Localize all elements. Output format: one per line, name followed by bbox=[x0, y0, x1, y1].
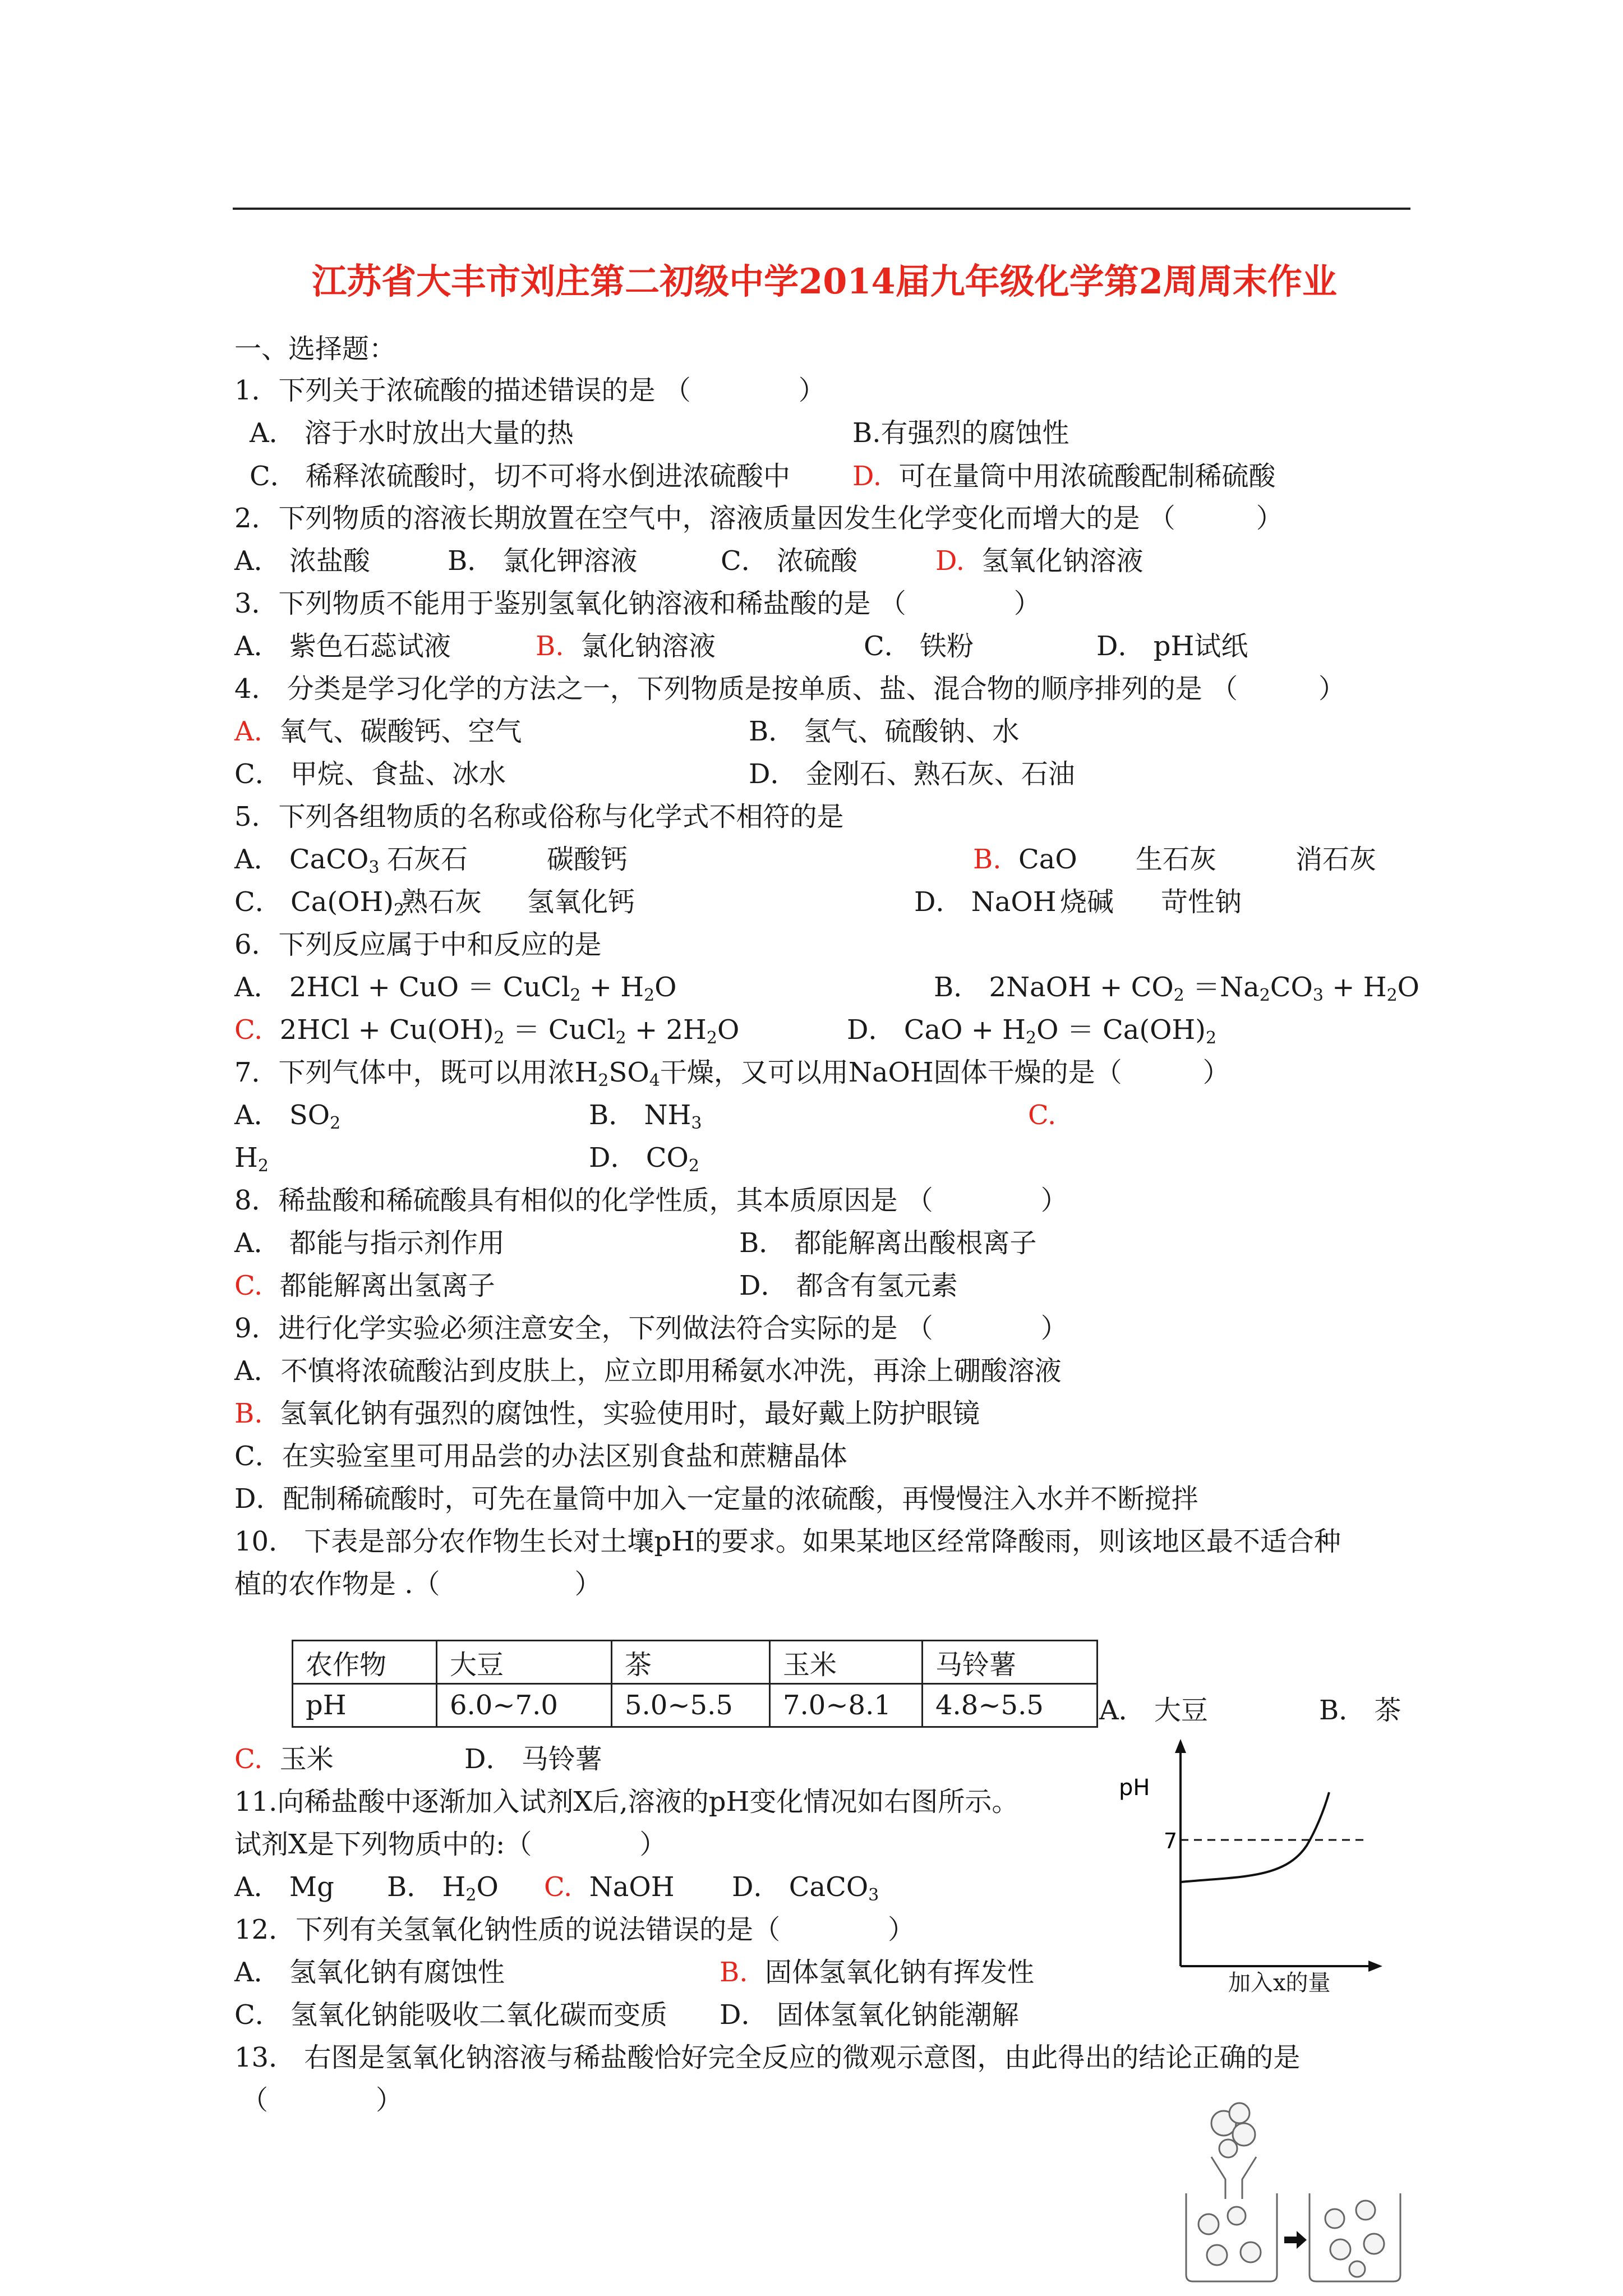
q2-option-b: B． 氯化钾溶液 bbox=[448, 545, 638, 577]
q7-option-a bbox=[234, 1099, 341, 1133]
ion-particle bbox=[1356, 2201, 1375, 2220]
question-4-stem: 4． 分类是学习化学的方法之一，下列物质是按单质、盐、混合物的顺序排列的是 （ ） bbox=[234, 673, 1346, 705]
ion-particle bbox=[1228, 2207, 1246, 2225]
header-rule bbox=[233, 208, 1410, 210]
q6-c-part: ＝ CuCl bbox=[504, 1014, 616, 1046]
q7-option-c bbox=[1028, 1099, 1057, 1131]
q3-option-c: C． 铁粉 bbox=[864, 631, 974, 662]
q10-option-a: A． 大豆 bbox=[1099, 1695, 1208, 1726]
q11-b-part: O bbox=[476, 1871, 499, 1903]
q5-d-name1: 烧碱 bbox=[1060, 886, 1114, 918]
answer-mark: C. bbox=[234, 1014, 263, 1046]
q6-option-c bbox=[234, 1016, 739, 1047]
q3-option-b bbox=[536, 633, 716, 660]
left-beaker bbox=[1186, 2193, 1277, 2281]
ion-particle bbox=[1364, 2234, 1384, 2254]
q9-option-c: C．在实验室里可用品尝的办法区别食盐和蔗糖晶体 bbox=[234, 1441, 847, 1472]
ion-particle bbox=[1241, 2242, 1261, 2262]
q5-c-name2: 氢氧化钙 bbox=[527, 886, 635, 918]
subscript: 2 bbox=[1386, 986, 1398, 1005]
ion-particle bbox=[1349, 2261, 1365, 2277]
subscript: 2 bbox=[330, 1114, 341, 1133]
q1-option-c: C． 稀释浓硫酸时，切不可将水倒进浓硫酸中 bbox=[250, 461, 790, 492]
page-title: 江苏省大丰市刘庄第二初级中学2014届九年级化学第2周周末作业 bbox=[312, 261, 1337, 302]
q12-option-b bbox=[720, 1959, 1034, 1986]
answer-mark: D. bbox=[935, 545, 965, 577]
q5-b-name2: 消石灰 bbox=[1295, 844, 1377, 875]
q3-option-a: A． 紫色石蕊试液 bbox=[234, 631, 451, 662]
x-axis-label: 加入x的量 bbox=[1228, 1970, 1331, 1996]
ion-particle bbox=[1198, 2214, 1219, 2234]
q5-option-c bbox=[234, 886, 405, 920]
q5-a-formula: A． CaCO bbox=[234, 844, 369, 875]
crop-ph-table bbox=[292, 1640, 1098, 1728]
q10-option-c-text: 玉米 bbox=[279, 1743, 334, 1775]
table-cell: 5.0~5.5 bbox=[612, 1684, 770, 1727]
q1-option-b: B.有强烈的腐蚀性 bbox=[852, 417, 1069, 449]
q2-option-d bbox=[935, 545, 1144, 577]
q4-option-b: B． 氢气、硫酸钠、水 bbox=[749, 716, 1020, 747]
subscript: 2 bbox=[598, 1071, 609, 1091]
q11-option-a: A． Mg bbox=[234, 1871, 334, 1903]
subscript: 2 bbox=[706, 1028, 717, 1048]
q11-option-d bbox=[732, 1871, 879, 1905]
subscript: 2 bbox=[1026, 1028, 1037, 1048]
question-11-stem: 11.向稀盐酸中逐渐加入试剂X后,溶液的pH变化情况如右图所示。 bbox=[234, 1786, 1019, 1818]
subscript: 2 bbox=[465, 1885, 477, 1905]
ph-curve bbox=[1181, 1792, 1329, 1882]
q6-option-d bbox=[847, 1016, 1216, 1047]
subscript: 4 bbox=[649, 1071, 660, 1091]
subscript: 2 bbox=[494, 1028, 505, 1048]
q6-option-a bbox=[234, 974, 677, 1004]
q9-option-a: A．不慎将浓硫酸沾到皮肤上，应立即用稀氨水冲洗，再涂上硼酸溶液 bbox=[234, 1355, 1062, 1387]
q6-b-part: B． 2NaOH + CO bbox=[934, 972, 1174, 1003]
q4-option-c: C． 甲烷、食盐、冰水 bbox=[234, 758, 506, 790]
q5-option-b bbox=[973, 846, 1077, 873]
table-cell: pH bbox=[293, 1684, 437, 1727]
question-10-stem: 10． 下表是部分农作物生长对土壤pH的要求。如果某地区经常降酸雨，则该地区最不适合种 bbox=[234, 1526, 1341, 1557]
table-cell: 马铃薯 bbox=[923, 1641, 1098, 1684]
q6-c-part: + 2H bbox=[626, 1014, 707, 1046]
table-cell: 玉米 bbox=[770, 1641, 923, 1684]
ion-particle bbox=[1219, 2139, 1237, 2157]
q7-b-text: B． NH bbox=[589, 1099, 691, 1131]
q6-a-part: + H bbox=[580, 972, 644, 1003]
q6-a-part: A． 2HCl + CuO ＝ CuCl bbox=[234, 972, 570, 1003]
q7-stem-part: 干燥，又可以用NaOH固体干燥的是（ ） bbox=[660, 1057, 1230, 1088]
q7-option-b bbox=[589, 1099, 702, 1133]
subscript: 3 bbox=[691, 1114, 702, 1133]
q12-option-b-text: 固体氢氧化钠有挥发性 bbox=[765, 1957, 1035, 1988]
subscript: 3 bbox=[1312, 986, 1324, 1005]
q6-a-part: O bbox=[654, 972, 677, 1003]
subscript: 3 bbox=[368, 858, 380, 877]
subscript: 3 bbox=[868, 1885, 879, 1905]
table-row bbox=[293, 1684, 1098, 1727]
q11-option-c bbox=[544, 1871, 675, 1903]
q2-option-d-text: 氢氧化钠溶液 bbox=[981, 545, 1144, 577]
answer-mark: B. bbox=[973, 844, 1002, 875]
q10-option-c bbox=[234, 1743, 334, 1775]
q7-d-text: D． CO bbox=[589, 1142, 689, 1174]
q12-option-a: A． 氢氧化钠有腐蚀性 bbox=[234, 1957, 505, 1988]
y-tick-7: 7 bbox=[1164, 1829, 1178, 1853]
question-5-stem: 5．下列各组物质的名称或俗称与化学式不相符的是 bbox=[234, 801, 844, 832]
q7-c-text: H bbox=[234, 1142, 258, 1174]
q5-b-formula: CaO bbox=[1018, 844, 1077, 875]
q7-option-d bbox=[589, 1144, 699, 1175]
q9-option-d: D．配制稀硫酸时，可先在量筒中加入一定量的浓硫酸，再慢慢注入水并不断搅拌 bbox=[234, 1483, 1198, 1515]
q6-c-part: O bbox=[717, 1014, 740, 1046]
q8-option-b: B． 都能解离出酸根离子 bbox=[739, 1227, 1037, 1259]
x-axis-arrow bbox=[1368, 1961, 1382, 1972]
q12-option-c: C． 氢氧化钠能吸收二氧化碳而变质 bbox=[234, 1999, 667, 2031]
question-13-stem-cont: （ ） bbox=[241, 2085, 403, 2116]
q4-option-d: D． 金刚石、熟石灰、石油 bbox=[749, 758, 1075, 790]
answer-mark: D. bbox=[852, 461, 882, 492]
q1-option-a: A． 溶于水时放出大量的热 bbox=[250, 417, 574, 449]
ion-particle bbox=[1229, 2103, 1249, 2123]
subscript: 2 bbox=[1259, 986, 1270, 1005]
q6-b-part: CO bbox=[1270, 972, 1313, 1003]
q8-option-d: D． 都含有氢元素 bbox=[739, 1270, 958, 1301]
question-6-stem: 6．下列反应属于中和反应的是 bbox=[234, 929, 602, 960]
subscript: 2 bbox=[644, 986, 655, 1005]
q6-b-part: + H bbox=[1323, 972, 1387, 1003]
section-heading: 一、选择题： bbox=[234, 333, 396, 365]
table-cell: 6.0~7.0 bbox=[437, 1684, 612, 1727]
q6-b-part: O bbox=[1397, 972, 1420, 1003]
q5-option-a bbox=[234, 846, 379, 876]
y-axis-label: pH bbox=[1119, 1775, 1150, 1801]
ion-particle bbox=[1233, 2123, 1255, 2146]
q7-a-text: A． SO bbox=[234, 1099, 330, 1131]
answer-mark: B. bbox=[536, 631, 564, 662]
subscript: 2 bbox=[1206, 1028, 1217, 1048]
q1-option-d-text: 可在量筒中用浓硫酸配制稀硫酸 bbox=[898, 461, 1276, 492]
table-cell: 大豆 bbox=[437, 1641, 612, 1684]
answer-mark: C. bbox=[234, 1270, 263, 1301]
table-cell: 7.0~8.1 bbox=[770, 1684, 923, 1727]
q7-stem-part: 7．下列气体中，既可以用浓H bbox=[234, 1057, 598, 1088]
q6-d-part: D． CaO + H bbox=[847, 1014, 1026, 1046]
subscript: 2 bbox=[570, 986, 581, 1005]
reaction-micro-diagram bbox=[1172, 2095, 1408, 2286]
q3-option-b-text: 氯化钠溶液 bbox=[581, 631, 716, 662]
y-axis-arrow bbox=[1175, 1739, 1186, 1753]
ion-particle bbox=[1207, 2245, 1227, 2265]
q6-d-part: O ＝ Ca(OH) bbox=[1036, 1014, 1206, 1046]
answer-mark: C. bbox=[234, 1743, 263, 1775]
ion-particle bbox=[1325, 2209, 1344, 2228]
table-cell: 茶 bbox=[612, 1641, 770, 1684]
q2-option-a: A． 浓盐酸 bbox=[234, 545, 370, 577]
subscript: 2 bbox=[394, 900, 405, 920]
q11-option-c-text: NaOH bbox=[589, 1871, 675, 1903]
subscript: 2 bbox=[615, 1028, 626, 1048]
q2-option-c: C． 浓硫酸 bbox=[721, 545, 857, 577]
table-cell: 4.8~5.5 bbox=[923, 1684, 1098, 1727]
q4-option-a bbox=[234, 718, 522, 745]
q10-option-b: B． 茶 bbox=[1319, 1695, 1401, 1726]
q10-option-d: D． 马铃薯 bbox=[464, 1743, 602, 1775]
table-row bbox=[293, 1641, 1098, 1684]
ph-change-graph bbox=[1116, 1739, 1385, 1986]
question-8-stem: 8．稀盐酸和稀硫酸具有相似的化学性质，其本质原因是 （ ） bbox=[234, 1185, 1068, 1216]
question-3-stem: 3．下列物质不能用于鉴别氢氧化钠溶液和稀盐酸的是 （ ） bbox=[234, 588, 1041, 619]
q11-b-part: B． H bbox=[387, 1871, 466, 1903]
q9-option-b bbox=[234, 1400, 980, 1427]
answer-mark: A. bbox=[234, 716, 262, 747]
table-cell: 农作物 bbox=[293, 1641, 437, 1684]
pouring-funnel bbox=[1211, 2157, 1256, 2199]
q5-a-name1: 石灰石 bbox=[387, 844, 468, 875]
answer-mark: B. bbox=[234, 1398, 263, 1429]
question-7-stem bbox=[234, 1059, 1230, 1089]
q9-option-b-text: 氢氧化钠有强烈的腐蚀性，实验使用时，最好戴上防护眼镜 bbox=[280, 1398, 980, 1429]
q1-option-d bbox=[852, 463, 1276, 490]
q7-option-c-text bbox=[234, 1144, 269, 1175]
q11-option-b bbox=[387, 1871, 499, 1905]
q12-option-d: D． 固体氢氧化钠能潮解 bbox=[720, 1999, 1019, 2031]
subscript: 2 bbox=[688, 1156, 699, 1176]
ion-particle bbox=[1330, 2239, 1350, 2260]
question-13-stem: 13． 右图是氢氧化钠溶液与稀盐酸恰好完全反应的微观示意图，由此得出的结论正确的是 bbox=[234, 2042, 1301, 2073]
subscript: 2 bbox=[1173, 986, 1184, 1005]
q5-a-name2: 碳酸钙 bbox=[547, 844, 628, 875]
subscript: 2 bbox=[257, 1156, 269, 1176]
q7-stem-part: SO bbox=[608, 1057, 649, 1088]
q8-option-c bbox=[234, 1272, 495, 1299]
q5-c-formula: C． Ca(OH) bbox=[234, 886, 394, 918]
q6-b-part: ＝Na bbox=[1184, 972, 1260, 1003]
q5-option-d: D． NaOH bbox=[914, 886, 1057, 918]
question-1-stem: 1．下列关于浓硫酸的描述错误的是 （ ） bbox=[234, 375, 826, 406]
q5-b-name1: 生石灰 bbox=[1136, 844, 1217, 875]
q8-option-a: A． 都能与指示剂作用 bbox=[234, 1227, 505, 1259]
question-11-stem-cont: 试剂X是下列物质中的:（ ） bbox=[234, 1829, 667, 1860]
question-9-stem: 9．进行化学实验必须注意安全，下列做法符合实际的是 （ ） bbox=[234, 1313, 1068, 1344]
reaction-arrow bbox=[1284, 2231, 1307, 2249]
q6-c-part: 2HCl + Cu(OH) bbox=[279, 1014, 494, 1046]
q5-c-name1: 熟石灰 bbox=[401, 886, 482, 918]
question-12-stem: 12．下列有关氢氧化钠性质的说法错误的是（ ） bbox=[234, 1914, 915, 1945]
q4-option-a-text: 氧气、碳酸钙、空气 bbox=[279, 716, 522, 747]
answer-mark: B. bbox=[720, 1957, 748, 1988]
answer-mark: C. bbox=[544, 1871, 573, 1903]
q8-option-c-text: 都能解离出氢离子 bbox=[279, 1270, 495, 1301]
answer-mark: C. bbox=[1028, 1099, 1057, 1131]
q3-option-d: D． pH试纸 bbox=[1096, 631, 1248, 662]
question-10-stem-cont: 植的农作物是 .（ ） bbox=[234, 1568, 602, 1600]
q5-d-name2: 苛性钠 bbox=[1161, 886, 1242, 918]
q6-option-b bbox=[934, 974, 1419, 1004]
question-2-stem: 2．下列物质的溶液长期放置在空气中，溶液质量因发生化学变化而增大的是 （ ） bbox=[234, 503, 1283, 534]
q11-d-part: D． CaCO bbox=[732, 1871, 869, 1903]
